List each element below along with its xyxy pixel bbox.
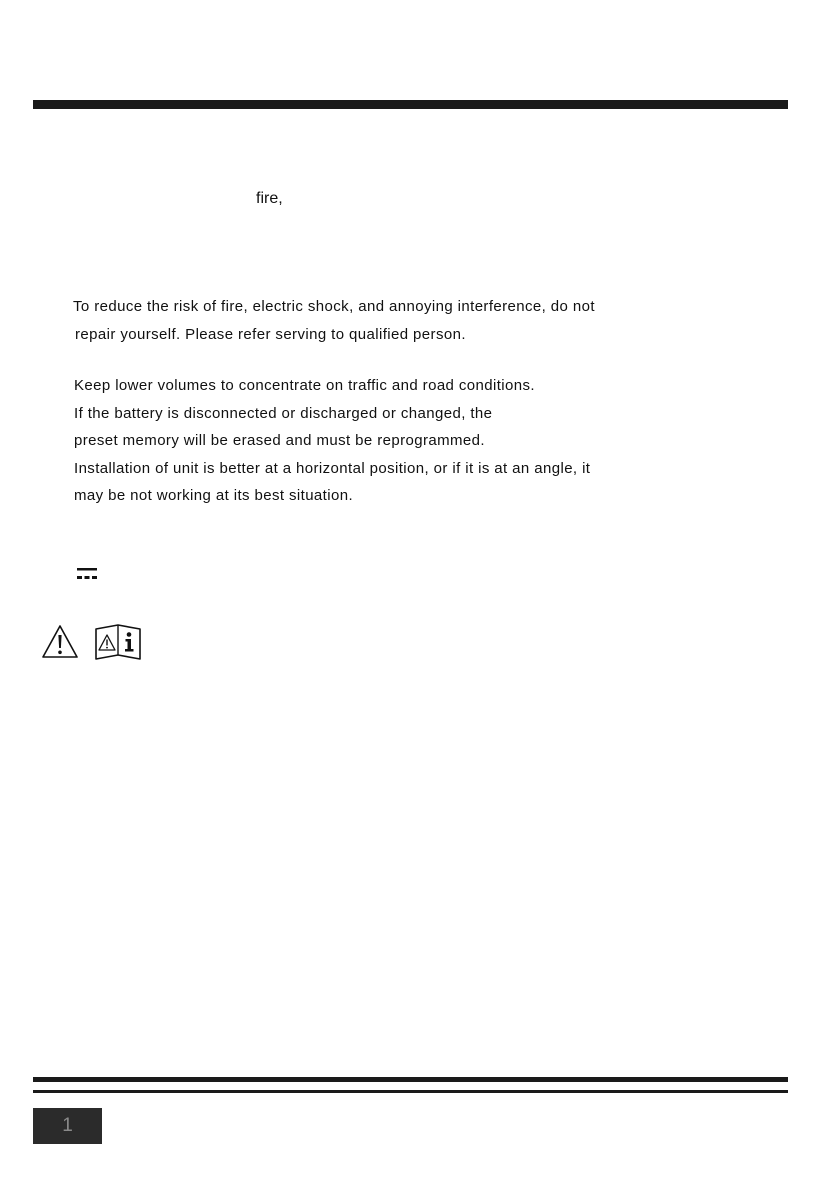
page-number: 1 <box>33 1108 102 1144</box>
safety-line: To reduce the risk of fire, electric shock, and annoying interference, do not <box>73 298 595 315</box>
footer-rule-thin <box>33 1090 788 1093</box>
usage-note-line: may be not working at its best situation. <box>74 487 354 504</box>
safety-paragraph <box>73 293 595 348</box>
warning-triangle-icon <box>41 624 79 660</box>
heading-fragment: fire, <box>256 190 283 207</box>
read-manual-icon <box>95 624 141 660</box>
usage-note-line: Installation of unit is better at a horizontal position, or if it is at an angle, it <box>74 459 591 477</box>
footer-rule-thick <box>33 1077 788 1082</box>
safety-line: repair yourself. Please refer serving to qualified person. <box>75 325 466 343</box>
usage-notes <box>73 372 590 510</box>
usage-note-line: preset memory will be erased and must be reprogrammed. <box>74 432 485 449</box>
usage-note-line: If the battery is disconnected or discharged or changed, the <box>74 404 493 422</box>
usage-note-line: Keep lower volumes to concentrate on traffic and road conditions. <box>74 377 535 394</box>
header-rule <box>33 100 788 109</box>
direct-current-icon <box>77 567 97 581</box>
